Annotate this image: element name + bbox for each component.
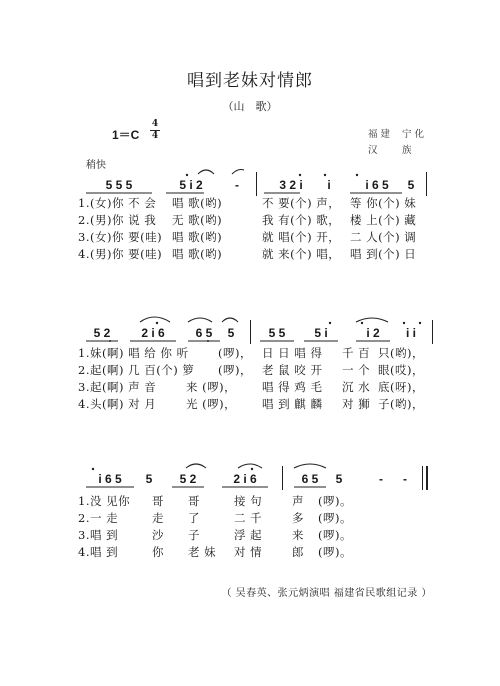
lyric-r3-v2-f: (啰)。 bbox=[318, 511, 352, 525]
notes-r2-g4: 5 bbox=[227, 326, 235, 340]
lyric-r3-v1-f: (啰)。 bbox=[318, 494, 352, 508]
lyric-r3-v2-c: 了 bbox=[188, 511, 200, 525]
notes-r2-g2: 2 i 6 bbox=[141, 326, 165, 340]
lyric-r2-v4-c: 唱 到 麒 麟 bbox=[262, 397, 323, 411]
notes-r2-g5: 5 5 bbox=[268, 326, 286, 340]
lyric-r2-v3-a: 3.起(啊) 声 音 bbox=[78, 380, 157, 394]
slur bbox=[356, 318, 388, 322]
lyric-r3-v2-e: 多 bbox=[292, 511, 304, 525]
notes-r3-g5: 6 5 bbox=[301, 472, 319, 486]
lyric-r2-v2-d: 一 个 bbox=[342, 363, 371, 377]
lyric-r3-v4-b: 你 bbox=[152, 545, 164, 559]
lyric-r1-v3-c: 就 唱(个) 开， bbox=[262, 230, 341, 244]
notes-r1-g3: - bbox=[235, 178, 239, 192]
lyric-r1-v2-c: 我 有(个) 歌， bbox=[262, 213, 341, 227]
slur bbox=[232, 170, 244, 175]
lyric-r2-v2-a: 2.起(啊) 几 百(个) 箩 bbox=[78, 363, 195, 377]
slur bbox=[140, 317, 170, 322]
notes-r1-g7: 5 bbox=[407, 178, 415, 192]
octave-dot bbox=[361, 322, 363, 324]
lyric-r2-v2-e: 眼(哎)， bbox=[378, 363, 424, 377]
lyric-r1-v2-b: 无 歌(哟) bbox=[172, 213, 223, 227]
slur bbox=[198, 170, 214, 174]
slur bbox=[222, 318, 238, 322]
lyric-r3-v4-f: (啰)。 bbox=[318, 545, 352, 559]
notes-r3-g2: 5 bbox=[145, 472, 153, 486]
lyric-r3-v1-d: 接 句 bbox=[234, 494, 263, 508]
notes-r1-g6: i 6 5 bbox=[365, 178, 389, 192]
lyric-r1-v1-b: 唱 歌(哟) bbox=[172, 196, 223, 210]
notes-r2-g7: i 2 bbox=[366, 326, 380, 340]
notes-r3-g4: 2 i 6 bbox=[233, 472, 257, 486]
lyric-r3-v1-e: 声 bbox=[292, 494, 304, 508]
lyric-r2-v4-b: 光 (啰)， bbox=[186, 397, 237, 411]
slur bbox=[294, 464, 326, 468]
octave-dot bbox=[403, 322, 405, 324]
octave-dot bbox=[251, 468, 253, 470]
lyric-r3-v1-a: 1.没 见你 bbox=[78, 494, 131, 508]
lyric-r3-v4-d: 对 情 bbox=[234, 545, 263, 559]
time-signature-top: 4 bbox=[151, 119, 159, 129]
lyric-r2-v3-b: 来 (啰)， bbox=[186, 380, 237, 394]
lyric-r1-v2-d: 楼 上(个) 藏 bbox=[350, 213, 417, 227]
octave-dot bbox=[419, 322, 421, 324]
notes-r1-g5: i bbox=[327, 178, 331, 192]
lyric-r1-v1-c: 不 要(个) 声， bbox=[262, 196, 341, 210]
lyric-r3-v1-c: 哥 bbox=[188, 494, 200, 508]
octave-dot bbox=[186, 174, 188, 176]
notes-r1-g4: 3 2 i bbox=[279, 178, 303, 192]
lyric-r1-v3-a: 3.(女)你 要(哇) bbox=[78, 230, 163, 244]
lyric-r1-v4-a: 4.(男)你 要(哇) bbox=[78, 247, 163, 261]
credit-place-1: 福建 bbox=[368, 129, 394, 140]
lyric-r2-v2-b: (啰)， bbox=[218, 363, 252, 377]
source-credit: （ 吴春英、张元炳演唱 福建省民歌组记录 ） bbox=[221, 588, 432, 599]
notes-r2-g6: 5 i bbox=[314, 326, 328, 340]
lyric-r2-v3-e: 底(呀)， bbox=[378, 380, 424, 394]
octave-dot bbox=[324, 174, 326, 176]
credit-place-2: 汉 bbox=[368, 145, 381, 156]
notes-r3-g7: - bbox=[379, 472, 383, 486]
lyric-r2-v4-e: 子(哟)， bbox=[378, 397, 424, 411]
lyric-r1-v4-d: 唱 到(个) 日 bbox=[350, 247, 417, 261]
lyric-r1-v1-a: 1.(女)你 不 会 bbox=[78, 196, 157, 210]
lyric-r3-v4-e: 郎 bbox=[292, 545, 304, 559]
slur bbox=[238, 464, 262, 468]
notes-r2-g3: 6 5 bbox=[195, 326, 213, 340]
notes-r3-g6: 5 bbox=[335, 472, 343, 486]
octave-dot bbox=[356, 174, 358, 176]
lyric-r3-v3-f: (啰)。 bbox=[318, 528, 352, 542]
lyric-r2-v4-a: 4.头(啊) 对 月 bbox=[78, 397, 157, 411]
time-signature-bottom: 4 bbox=[151, 131, 159, 141]
lyric-r3-v4-c: 老 妹 bbox=[188, 545, 217, 559]
octave-dot bbox=[299, 174, 301, 176]
lyric-r3-v3-a: 3.唱 到 bbox=[78, 528, 119, 542]
song-genre: （山 歌） bbox=[222, 100, 278, 113]
lyric-r2-v3-c: 唱 得 鸡 毛 bbox=[262, 380, 323, 394]
lyric-r2-v1-e: 只(哟)， bbox=[378, 346, 424, 360]
lyric-r2-v1-d: 千 百 bbox=[342, 346, 371, 360]
credit-role-1: 宁化 bbox=[402, 129, 428, 140]
lyric-r3-v3-d: 浮 起 bbox=[234, 528, 263, 542]
song-title: 唱到老妹对情郎 bbox=[187, 71, 313, 91]
notes-r3-g1: i 6 5 bbox=[98, 472, 122, 486]
notes-r3-g3: 5 2 bbox=[179, 472, 197, 486]
lyric-r1-v4-b: 唱 歌(哟) bbox=[172, 247, 223, 261]
notes-r2-g1: 5 2 bbox=[93, 326, 111, 340]
slur bbox=[188, 318, 212, 322]
key-signature: 1＝C bbox=[112, 128, 140, 142]
low-octave-dot bbox=[109, 340, 111, 342]
lyric-r1-v3-d: 二 人(个) 调 bbox=[350, 230, 417, 244]
credit-role-2: 族 bbox=[402, 145, 415, 156]
lyric-r3-v4-a: 4.唱 到 bbox=[78, 545, 119, 559]
lyric-r2-v4-d: 对 狮 bbox=[342, 397, 371, 411]
lyric-r3-v2-d: 二 千 bbox=[234, 511, 263, 525]
lyric-r3-v3-c: 子 bbox=[188, 528, 200, 542]
lyric-r1-v1-d: 等 你(个) 妹 bbox=[350, 196, 417, 210]
slur bbox=[186, 464, 206, 468]
notes-r1-g1: 5 5 5 bbox=[105, 178, 133, 192]
notes-r2-g8: i i bbox=[405, 326, 416, 340]
octave-dot bbox=[92, 468, 94, 470]
octave-dot bbox=[329, 322, 331, 324]
lyric-r2-v2-c: 老 鼠 咬 开 bbox=[262, 363, 323, 377]
lyric-r2-v1-a: 1.妹(啊) 唱 给 你 听 bbox=[78, 346, 189, 360]
low-octave-dot bbox=[207, 340, 209, 342]
lyric-r2-v1-c: 日 日 唱 得 bbox=[262, 346, 323, 360]
lyric-r3-v2-a: 2.一 走 bbox=[78, 511, 119, 525]
lyric-r1-v3-b: 唱 歌(哟) bbox=[172, 230, 223, 244]
lyric-r3-v1-b: 哥 bbox=[152, 494, 164, 508]
lyric-r1-v4-c: 就 来(个) 唱， bbox=[262, 247, 341, 261]
lyric-r2-v1-b: (啰)， bbox=[218, 346, 252, 360]
notes-r3-g8: - bbox=[403, 472, 407, 486]
lyric-r2-v3-d: 沉 水 bbox=[342, 380, 371, 394]
octave-dot bbox=[156, 322, 158, 324]
lyric-r1-v2-a: 2.(男)你 说 我 bbox=[78, 213, 157, 227]
lyric-r3-v3-e: 来 bbox=[292, 528, 304, 542]
lyric-r3-v2-b: 走 bbox=[152, 511, 164, 525]
lyric-r3-v3-b: 沙 bbox=[152, 528, 164, 542]
notes-r1-g2: 5 i 2 bbox=[179, 178, 203, 192]
tempo-marking: 稍快 bbox=[86, 160, 106, 171]
